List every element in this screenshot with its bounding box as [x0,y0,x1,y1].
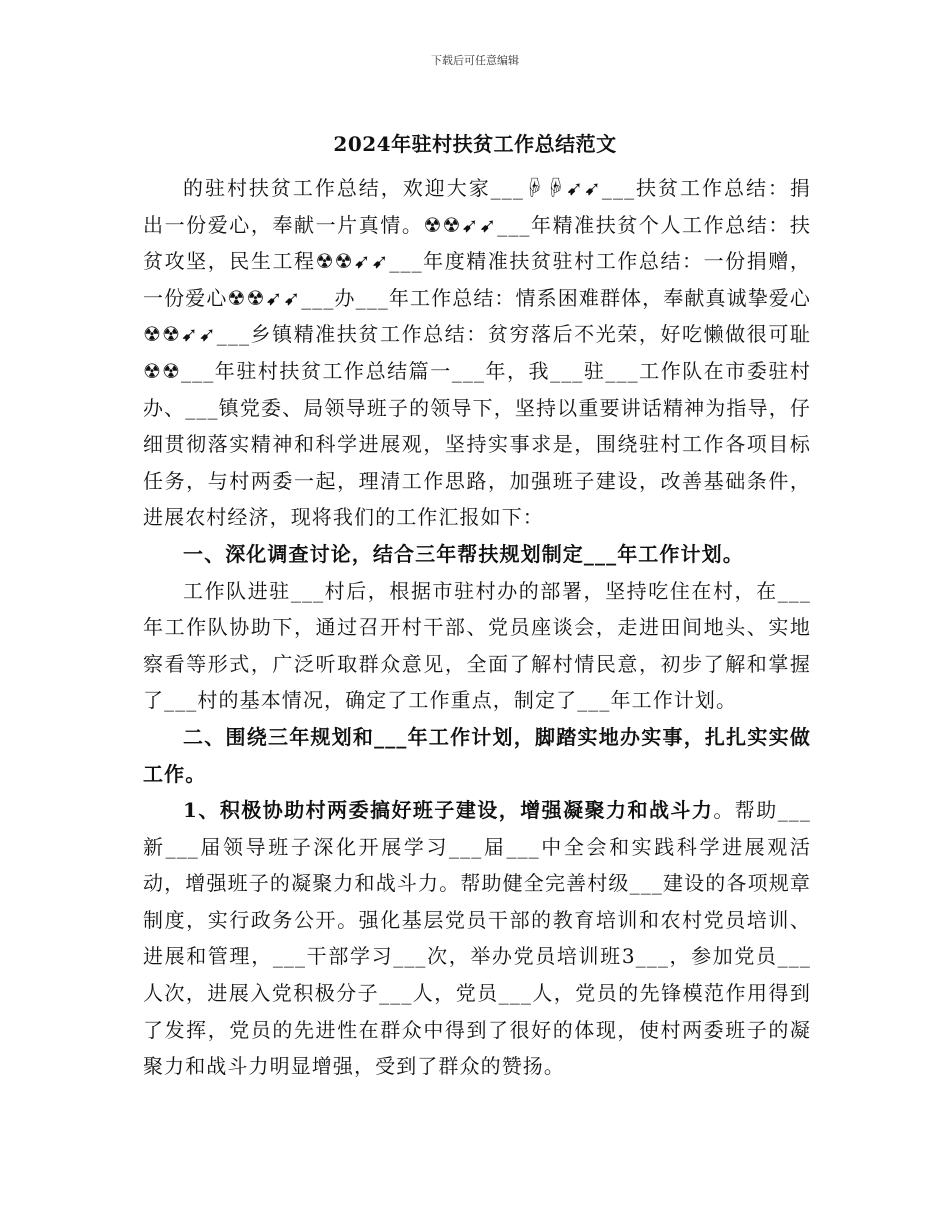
subsection-1-text: 。帮助___新___届领导班子深化开展学习___届___中全会和实践科学进展观活动，增强班子的凝聚力和战斗力。帮助健全完善村级___建设的各项规章制度，实行政务公开。强化基层党员干部的教育培训和农村党员培训、进展和管理，___干部学习___次，举办党员培训班3___，参加党员___人次，进展入党积极分子___人，党员___人，党员的先锋模范作用得到了发挥，党员的先进性在群众中得到了很好的体现，使村两委班子的凝聚力和战斗力明显增强，受到了群众的赞扬。 [143,798,811,1079]
header-note: 下载后可任意编辑 [431,54,519,67]
intro-paragraph: 的驻村扶贫工作总结，欢迎大家___☟☟➹➹___扶贫工作总结：捐出一份爱心，奉献一片真情。☢☢➹➹___年精准扶贫个人工作总结：扶贫攻坚，民生工程☢☢➹➹___年度精准扶贫驻村工作总结：一份捐赠，一份爱心☢☢➹➹___办___年工作总结：情系困难群体，奉献真诚挚爱心☢☢➹➹___乡镇精准扶贫工作总结：贫穷落后不光荣，好吃懒做很可耻☢☢___年驻村扶贫工作总结篇一___年，我___驻___工作队在市委驻村办、___镇党委、局领导班子的领导下，坚持以重要讲话精神为指导，仔细贯彻落实精神和科学进展观，坚持实事求是，围绕驻村工作各项目标任务，与村两委一起，理清工作思路，加强班子建设，改善基础条件，进展农村经济，现将我们的工作汇报如下： [143,176,811,530]
subsection-1-lead: 1、积极协助村两委搞好班子建设，增强凝聚力和战斗力 [183,798,714,823]
section-heading-2: 二、围绕三年规划和___年工作计划，脚踏实地办实事，扎扎实实做工作。 [143,724,811,786]
section-1-paragraph: 工作队进驻___村后，根据市驻村办的部署，坚持吃住在村，在___年工作队协助下，通过召开村干部、党员座谈会，走进田间地头、实地察看等形式，广泛听取群众意见，全面了解村情民意，初步了解和掌握了___村的基本情况，确定了工作重点，制定了___年工作计划。 [143,578,811,713]
subsection-1-paragraph [143,792,811,1085]
document-title: 2024年驻村扶贫工作总结范文 [333,132,617,156]
document-body [143,170,811,1085]
section-heading-1: 一、深化调查讨论，结合三年帮扶规划制定___年工作计划。 [183,541,744,566]
